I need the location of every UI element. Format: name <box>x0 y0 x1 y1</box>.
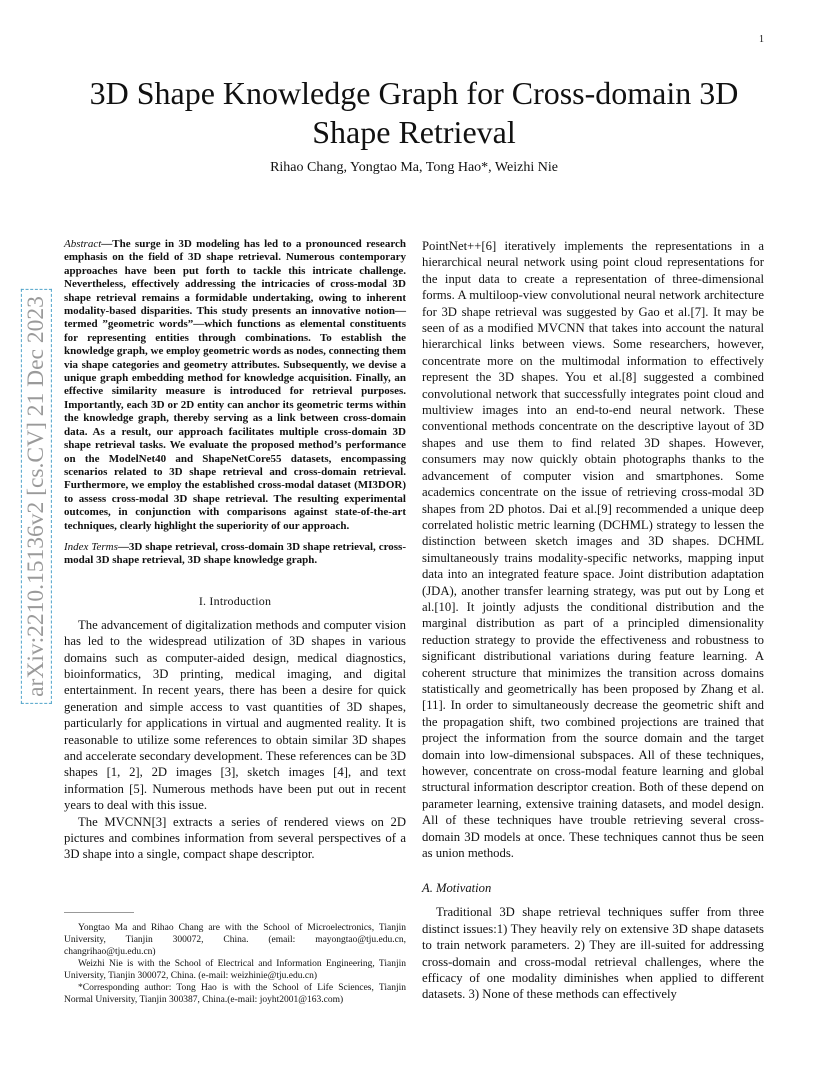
footnote-affiliation-2: Weizhi Nie is with the School of Electrical and Information Engineering, Tianjin University, Tianjin 300072, China. (e-mail: weizhinie@tju.edu.cn) <box>64 959 406 981</box>
subsection-heading-motivation: A. Motivation <box>422 881 492 896</box>
intro-paragraph-2: The MVCNN[3] extracts a series of rendered views on 2D pictures and combines information from several perspectives of a 3D shape into a single, compact shape descriptor. <box>64 814 406 862</box>
arxiv-stamp <box>16 256 56 736</box>
footnote-rule <box>64 912 134 913</box>
left-column <box>64 238 406 863</box>
abstract-label: Abstract <box>64 238 102 250</box>
related-work-paragraph: PointNet++[6] iteratively implements the representations in a hierarchical neural network using point cloud representations for the input data to create a representation of three-dimensional forms. A multiloop-view convolutional neural network architecture for 3D shape retrieval was suggested by Gao et al.[7]. It may be seen of as a modified MVCNN that takes into account the natural hierarchical links between views. Some researchers, however, concentrate more on the multimodal information to effectively represent the 3D shapes. You et al.[8] suggested a combined convolutional network that successfully integrates point cloud and multiview images into an end-to-end neural network. These conventional methods concentrate on the descriptive layout of 3D shapes and use them to find related 3D shapes. However, consumers may now quickly obtain photographs thanks to the advancement of computer vision and smartphones. Some academics concentrate on the issue of retrieving cross-modal 3D shapes from 2D photos. Dai et al.[9] recommended a unique deep correlated holistic metric learning (DCHML) strategy to lessen the distinction between sketch images and 3D shapes. DCHML simultaneously trains modality-specific networks, mapping input data into an integrated feature space. Joint distribution adaptation (JDA), another transfer learning strategy, was put out by Long et al.[10]. It jointly adjusts the conditional distribution and the marginal distribution as part of a principled dimensionality reduction strategy to provide the effectiveness and robustness to significant distributional variations during feature learning. A coherent structure that minimizes the transition across domains statistically and geometrically has been proposed by Zhang et al.[11]. In order to simultaneously decrease the geometric shift and the propagation shift, two combined projections are trained that project the information from the source domain and the target domain into low-dimensional subspaces. All of these techniques, however, concentrate on cross-modal feature learning and global structural information descriptor creation. Both of these depend on parameter learning, extensive training datasets, and model design. All of these techniques have trouble retrieving several cross-domain 3D models at once. These techniques cannot thus be seen as union methods. <box>422 239 764 861</box>
index-terms-text: —3D shape retrieval, cross-domain 3D shape retrieval, cross-modal 3D shape retrieval, 3D shape knowledge graph. <box>64 540 406 567</box>
arxiv-stamp-text: arXiv:2210.15136v2 [cs.CV] 21 Dec 2023 <box>21 289 52 704</box>
footnotes <box>64 922 406 1006</box>
intro-paragraph-1: The advancement of digitalization methods and computer vision has led to the widespread utilization of 3D shapes in various domains such as computer-aided design, medical diagnostics, bioinformatics, 3D printing, medical imaging, and digital entertainment. In recent years, there has been a desire for quick generation and simple access to vast quantities of 3D shapes, particularly for applications in virtual and augmented reality. It is reasonable to utilize some references to obtain similar 3D shapes and accelerate secondary development. These references can be 3D shapes [1, 2], 2D images [3], sketch images [4], and text information [5]. Numerous methods have been put out in recent years to deal with this issue. <box>64 617 406 813</box>
abstract <box>64 238 406 533</box>
footnote-corresponding-author: *Corresponding author: Tong Hao is with the School of Life Sciences, Tianjin Normal University, Tianjin 300387, China.(e-mail: joyht2001@163.com) <box>64 983 406 1005</box>
footnote-affiliation-1: Yongtao Ma and Rihao Chang are with the School of Microelectronics, Tianjin University, Tianjin 300072, China. (email: mayongtao@tju.edu.cn, changrihao@tju.edu.cn) <box>64 923 406 957</box>
motivation-paragraph: Traditional 3D shape retrieval techniques suffer from three distinct issues:1) They heavily rely on extensive 3D shape datasets to train network parameters. 2) They are ill-suited for addressing cross-domain and cross-modal retrieval challenges, where the efficacy of one modality diminishes when applied to different datasets. 3) None of these methods can effectively <box>422 905 764 1002</box>
right-column <box>422 238 764 1003</box>
author-list: Rihao Chang, Yongtao Ma, Tong Hao*, Weizhi Nie <box>270 160 558 175</box>
index-terms <box>64 541 406 568</box>
paper-title: 3D Shape Knowledge Graph for Cross-domain 3D Shape Retrieval <box>89 75 739 150</box>
abstract-text: —The surge in 3D modeling has led to a pronounced research emphasis on the field of 3D shape retrieval. Numerous contemporary approaches have been put forth to tackle this intricate challenge. Nevertheless, effectively addressing the intricacies of cross-modal 3D shape retrieval remains a formidable undertaking, owing to inherent modality-based disparities. This study presents an innovative notion—termed ”geometric words”—which functions as elemental constituents for representing entities through combinations. To establish the knowledge graph, we employ geometric words as nodes, connecting them via shape categories and geometry attributes. Subsequently, we devise a unique graph embedding method for knowledge acquisition. Finally, an effective similarity measure is introduced for retrieval purposes. Importantly, each 3D or 2D entity can anchor its geometric terms within the knowledge graph, thereby serving as a link between cross-domain data. As a result, our approach facilitates multiple cross-domain 3D shape retrieval tasks. We evaluate the proposed method’s performance on the ModelNet40 and ShapeNetCore55 datasets, encompassing scenarios related to 3D shape retrieval and cross-domain retrieval. Furthermore, we employ the established cross-modal dataset (MI3DOR) to assess cross-modal 3D shape retrieval. The resulting experimental outcomes, in conjunction with comparisons against state-of-the-art techniques, clearly highlight the superiority of our approach. <box>64 238 406 532</box>
page-number: 1 <box>759 34 764 45</box>
section-heading-introduction: I. Introduction <box>198 593 272 608</box>
index-terms-label: Index Terms <box>64 540 118 553</box>
